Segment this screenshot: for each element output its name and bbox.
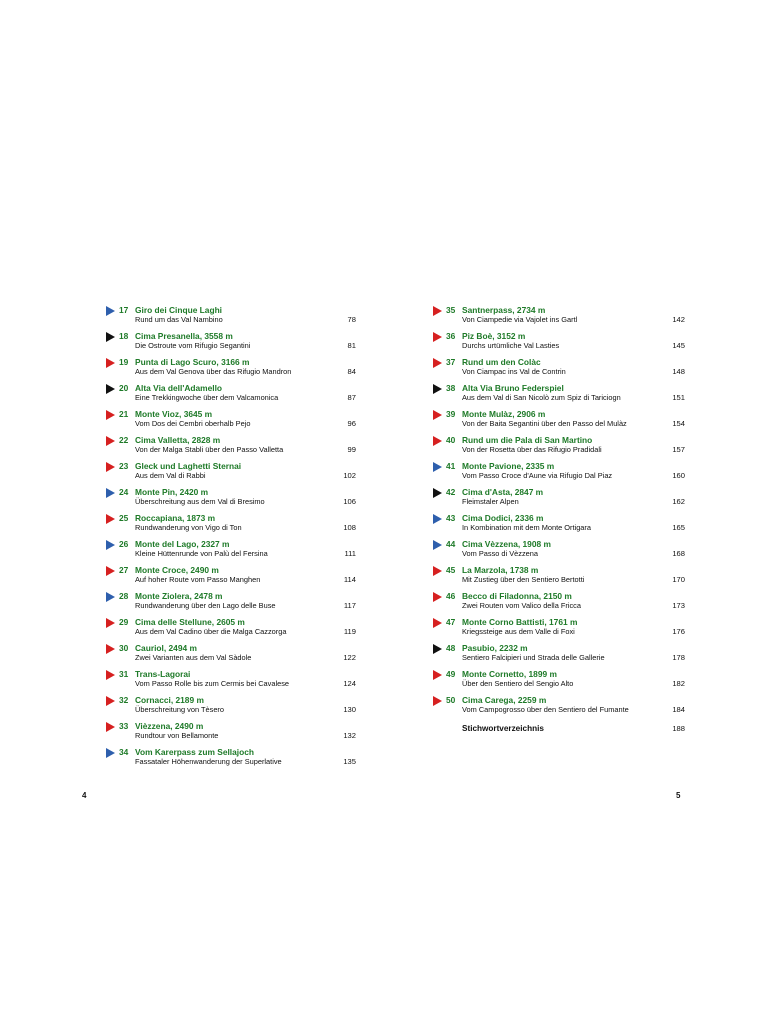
tour-title: Cima delle Stellune, 2605 m <box>135 617 245 627</box>
tour-title: Cima Valletta, 2828 m <box>135 435 221 445</box>
tour-title: Cauriol, 2494 m <box>135 643 197 653</box>
toc-entry[interactable] <box>106 746 356 772</box>
page-reference: 173 <box>672 601 685 610</box>
triangle-marker-icon <box>106 514 115 524</box>
triangle-marker-icon <box>106 748 115 758</box>
index-page: 188 <box>672 724 685 733</box>
tour-number: 48 <box>446 643 456 653</box>
tour-title: Cima Carega, 2259 m <box>462 695 547 705</box>
toc-entry[interactable] <box>433 616 685 642</box>
toc-entry[interactable] <box>433 382 685 408</box>
triangle-marker-icon <box>106 540 115 550</box>
toc-column-left <box>106 304 356 772</box>
page-reference: 145 <box>672 341 685 350</box>
triangle-marker-icon <box>106 696 115 706</box>
tour-title: Becco di Filadonna, 2150 m <box>462 591 572 601</box>
tour-number: 42 <box>446 487 456 497</box>
tour-number: 24 <box>119 487 129 497</box>
tour-title: Rund um die Pala di San Martino <box>462 435 593 445</box>
toc-entry[interactable] <box>433 668 685 694</box>
tour-subtitle: Durchs urtümliche Val Lasties <box>462 341 560 350</box>
tour-number: 34 <box>119 747 129 757</box>
toc-entry[interactable] <box>106 642 356 668</box>
tour-number: 41 <box>446 461 456 471</box>
toc-entry[interactable] <box>106 408 356 434</box>
tour-subtitle: Rundwanderung über den Lago delle Buse <box>135 601 276 610</box>
tour-subtitle: Kleine Hüttenrunde von Palù del Fersina <box>135 549 268 558</box>
toc-entry[interactable] <box>106 460 356 486</box>
page-reference: 142 <box>672 315 685 324</box>
tour-number: 30 <box>119 643 129 653</box>
triangle-marker-icon <box>433 540 442 550</box>
tour-title: Monte Croce, 2490 m <box>135 565 219 575</box>
triangle-marker-icon <box>106 644 115 654</box>
triangle-marker-icon <box>433 332 442 342</box>
tour-subtitle: Vom Campogrosso über den Sentiero del Fumante <box>462 705 629 714</box>
page-reference: 130 <box>343 705 356 714</box>
tour-title: Santnerpass, 2734 m <box>462 305 546 315</box>
triangle-marker-icon <box>106 436 115 446</box>
toc-entry[interactable] <box>106 590 356 616</box>
tour-subtitle: Über den Sentiero del Sengio Alto <box>462 679 574 688</box>
page-reference: 96 <box>347 419 356 428</box>
tour-subtitle: Zwei Varianten aus dem Val Sàdole <box>135 653 252 662</box>
toc-entry[interactable] <box>106 538 356 564</box>
tour-title: Monte Cornetto, 1899 m <box>462 669 557 679</box>
triangle-marker-icon <box>433 384 442 394</box>
page-reference: 160 <box>672 471 685 480</box>
tour-subtitle: Rund um das Val Nambino <box>135 315 223 324</box>
page-reference: 148 <box>672 367 685 376</box>
triangle-marker-icon <box>106 358 115 368</box>
toc-entry[interactable] <box>106 330 356 356</box>
triangle-marker-icon <box>433 488 442 498</box>
toc-entry[interactable] <box>106 694 356 720</box>
page-reference: 178 <box>672 653 685 662</box>
tour-number: 25 <box>119 513 129 523</box>
tour-subtitle: Von Ciampac ins Val de Contrin <box>462 367 566 376</box>
page-reference: 119 <box>343 627 356 636</box>
triangle-marker-icon <box>106 332 115 342</box>
triangle-marker-icon <box>433 514 442 524</box>
page-reference: 151 <box>672 393 685 402</box>
toc-entry[interactable] <box>106 304 356 330</box>
toc-entry[interactable] <box>106 512 356 538</box>
toc-entry[interactable] <box>106 720 356 746</box>
page-number-left: 4 <box>82 791 87 800</box>
toc-entry[interactable] <box>106 616 356 642</box>
triangle-marker-icon <box>106 384 115 394</box>
tour-subtitle: Zwei Routen vom Valico della Fricca <box>462 601 581 610</box>
tour-title: Piz Boè, 3152 m <box>462 331 526 341</box>
tour-title: Monte Pin, 2420 m <box>135 487 209 497</box>
tour-title: Monte Vioz, 3645 m <box>135 409 213 419</box>
page-reference: 102 <box>343 471 356 480</box>
tour-subtitle: Mit Zustieg über den Sentiero Bertotti <box>462 575 585 584</box>
toc-entry[interactable] <box>433 512 685 538</box>
tour-number: 23 <box>119 461 129 471</box>
tour-subtitle: Eine Trekkingwoche über dem Valcamonica <box>135 393 279 402</box>
tour-subtitle: Die Ostroute vom Rifugio Segantini <box>135 341 251 350</box>
page-reference: 111 <box>344 549 356 558</box>
tour-subtitle: Von der Rosetta über das Rifugio Pradidali <box>462 445 602 454</box>
tour-title: Roccapiana, 1873 m <box>135 513 216 523</box>
tour-title: Rund um den Colàc <box>462 357 541 367</box>
triangle-marker-icon <box>433 618 442 628</box>
tour-number: 22 <box>119 435 129 445</box>
tour-number: 43 <box>446 513 456 523</box>
tour-subtitle: Überschreitung von Tèsero <box>135 705 225 714</box>
tour-title: La Marzola, 1738 m <box>462 565 539 575</box>
tour-subtitle: Fleimstaler Alpen <box>462 497 519 506</box>
triangle-marker-icon <box>433 696 442 706</box>
tour-title: Vièzzena, 2490 m <box>135 721 204 731</box>
tour-number: 28 <box>119 591 129 601</box>
tour-title: Cima Presanella, 3558 m <box>135 331 233 341</box>
page-reference: 106 <box>343 497 356 506</box>
tour-title: Monte Ziolera, 2478 m <box>135 591 223 601</box>
tour-subtitle: Von Ciampedie via Vajolet ins Gartl <box>462 315 578 324</box>
triangle-marker-icon <box>433 358 442 368</box>
tour-number: 40 <box>446 435 456 445</box>
page-number-right: 5 <box>676 791 681 800</box>
page-reference: 87 <box>347 393 356 402</box>
index-entry[interactable] <box>433 724 685 746</box>
toc-column-right <box>433 304 685 746</box>
triangle-marker-icon <box>433 644 442 654</box>
tour-subtitle: Aus dem Val Genova über das Rifugio Mandron <box>135 367 292 376</box>
tour-number: 29 <box>119 617 129 627</box>
tour-number: 38 <box>446 383 456 393</box>
tour-subtitle: Vom Dos dei Cembri oberhalb Pejo <box>135 419 251 428</box>
toc-entry[interactable] <box>433 434 685 460</box>
tour-subtitle: Rundtour von Bellamonte <box>135 731 219 740</box>
tour-title: Cima Vèzzena, 1908 m <box>462 539 551 549</box>
tour-title: Vom Karerpass zum Sellajoch <box>135 747 254 757</box>
tour-number: 37 <box>446 357 456 367</box>
toc-entry[interactable] <box>433 564 685 590</box>
triangle-marker-icon <box>433 306 442 316</box>
triangle-marker-icon <box>106 410 115 420</box>
page-reference: 182 <box>672 679 685 688</box>
page-reference: 154 <box>672 419 685 428</box>
tour-title: Pasubio, 2232 m <box>462 643 528 653</box>
tour-number: 36 <box>446 331 456 341</box>
triangle-marker-icon <box>106 488 115 498</box>
triangle-marker-icon <box>106 462 115 472</box>
toc-entry[interactable] <box>433 486 685 512</box>
toc-entry[interactable] <box>433 460 685 486</box>
triangle-marker-icon <box>433 462 442 472</box>
page-reference: 162 <box>672 497 685 506</box>
page-reference: 132 <box>343 731 356 740</box>
tour-title: Giro dei Cinque Laghi <box>135 305 223 315</box>
tour-number: 50 <box>446 695 456 705</box>
toc-entry[interactable] <box>106 382 356 408</box>
tour-number: 46 <box>446 591 456 601</box>
tour-title: Monte Mulàz, 2906 m <box>462 409 546 419</box>
tour-number: 19 <box>119 357 129 367</box>
tour-number: 39 <box>446 409 456 419</box>
tour-subtitle: Rundwanderung von Vigo di Ton <box>135 523 242 532</box>
triangle-marker-icon <box>106 618 115 628</box>
tour-subtitle: Sentiero Falcipieri und Strada delle Gallerie <box>462 653 605 662</box>
page-reference: 81 <box>347 341 356 350</box>
tour-number: 26 <box>119 539 129 549</box>
triangle-marker-icon <box>106 670 115 680</box>
triangle-marker-icon <box>106 592 115 602</box>
tour-title: Cima Dodici, 2336 m <box>462 513 544 523</box>
tour-number: 45 <box>446 565 456 575</box>
triangle-marker-icon <box>106 566 115 576</box>
tour-subtitle: Kriegssteige aus dem Valle di Foxi <box>462 627 575 636</box>
toc-entry[interactable] <box>433 304 685 330</box>
page-reference: 170 <box>672 575 685 584</box>
tour-number: 44 <box>446 539 456 549</box>
toc-entry[interactable] <box>106 486 356 512</box>
tour-subtitle: Aus dem Val di San Nicolò zum Spiz di Tariciogn <box>462 393 621 402</box>
tour-title: Cima d'Asta, 2847 m <box>462 487 544 497</box>
triangle-marker-icon <box>433 410 442 420</box>
toc-entry[interactable] <box>106 434 356 460</box>
page-reference: 117 <box>343 601 356 610</box>
tour-title: Cornacci, 2189 m <box>135 695 204 705</box>
triangle-marker-icon <box>106 306 115 316</box>
tour-subtitle: Aus dem Val Cadino über die Malga Cazzorga <box>135 627 287 636</box>
toc-entry[interactable] <box>433 642 685 668</box>
tour-title: Monte Pavione, 2335 m <box>462 461 555 471</box>
page-reference: 184 <box>672 705 685 714</box>
tour-subtitle: Vom Passo di Vèzzena <box>462 549 539 558</box>
toc-entry[interactable] <box>106 668 356 694</box>
tour-number: 49 <box>446 669 456 679</box>
tour-title: Gleck und Laghetti Sternai <box>135 461 242 471</box>
tour-title: Trans-Lagorai <box>135 669 191 679</box>
tour-subtitle: In Kombination mit dem Monte Ortigara <box>462 523 591 532</box>
toc-entry[interactable] <box>433 330 685 356</box>
tour-title: Punta di Lago Scuro, 3166 m <box>135 357 250 367</box>
page-reference: 135 <box>343 757 356 766</box>
toc-entry[interactable] <box>106 356 356 382</box>
tour-subtitle: Aus dem Val di Rabbi <box>135 471 206 480</box>
toc-entry[interactable] <box>433 356 685 382</box>
triangle-marker-icon <box>433 670 442 680</box>
tour-number: 18 <box>119 331 129 341</box>
toc-entry[interactable] <box>433 538 685 564</box>
page-reference: 84 <box>347 367 356 376</box>
triangle-marker-icon <box>433 592 442 602</box>
tour-title: Monte del Lago, 2327 m <box>135 539 230 549</box>
tour-number: 47 <box>446 617 456 627</box>
tour-number: 31 <box>119 669 129 679</box>
page-reference: 168 <box>672 549 685 558</box>
page-reference: 99 <box>347 445 356 454</box>
page-reference: 165 <box>672 523 685 532</box>
tour-number: 21 <box>119 409 129 419</box>
page-reference: 157 <box>672 445 685 454</box>
page-reference: 108 <box>343 523 356 532</box>
tour-number: 35 <box>446 305 456 315</box>
triangle-marker-icon <box>433 566 442 576</box>
page-reference: 114 <box>343 575 356 584</box>
tour-subtitle: Fassataler Höhenwanderung der Superlative <box>135 757 282 766</box>
page-reference: 78 <box>347 315 356 324</box>
triangle-marker-icon <box>106 722 115 732</box>
tour-subtitle: Vom Passo Croce d'Aune via Rifugio Dal Piaz <box>462 471 613 480</box>
page-reference: 122 <box>343 653 356 662</box>
index-title: Stichwortverzeichnis <box>462 724 544 733</box>
tour-number: 33 <box>119 721 129 731</box>
tour-subtitle: Vom Passo Rolle bis zum Cermis bei Cavalese <box>135 679 290 688</box>
tour-subtitle: Von der Malga Stabli über den Passo Valletta <box>135 445 284 454</box>
page-reference: 124 <box>343 679 356 688</box>
tour-subtitle: Auf hoher Route vom Passo Manghen <box>135 575 261 584</box>
tour-subtitle: Überschreitung aus dem Val di Bresimo <box>135 497 265 506</box>
toc-entry[interactable] <box>433 590 685 616</box>
tour-subtitle: Von der Baita Segantini über den Passo del Mulàz <box>462 419 627 428</box>
tour-title: Alta Via Bruno Federspiel <box>462 383 564 393</box>
tour-number: 27 <box>119 565 129 575</box>
tour-title: Monte Corno Battisti, 1761 m <box>462 617 578 627</box>
triangle-marker-icon <box>433 436 442 446</box>
toc-entry[interactable] <box>433 408 685 434</box>
toc-entry[interactable] <box>433 694 685 720</box>
toc-entry[interactable] <box>106 564 356 590</box>
tour-title: Alta Via dell'Adamello <box>135 383 223 393</box>
tour-number: 20 <box>119 383 129 393</box>
page-reference: 176 <box>672 627 685 636</box>
tour-number: 17 <box>119 305 129 315</box>
tour-number: 32 <box>119 695 129 705</box>
